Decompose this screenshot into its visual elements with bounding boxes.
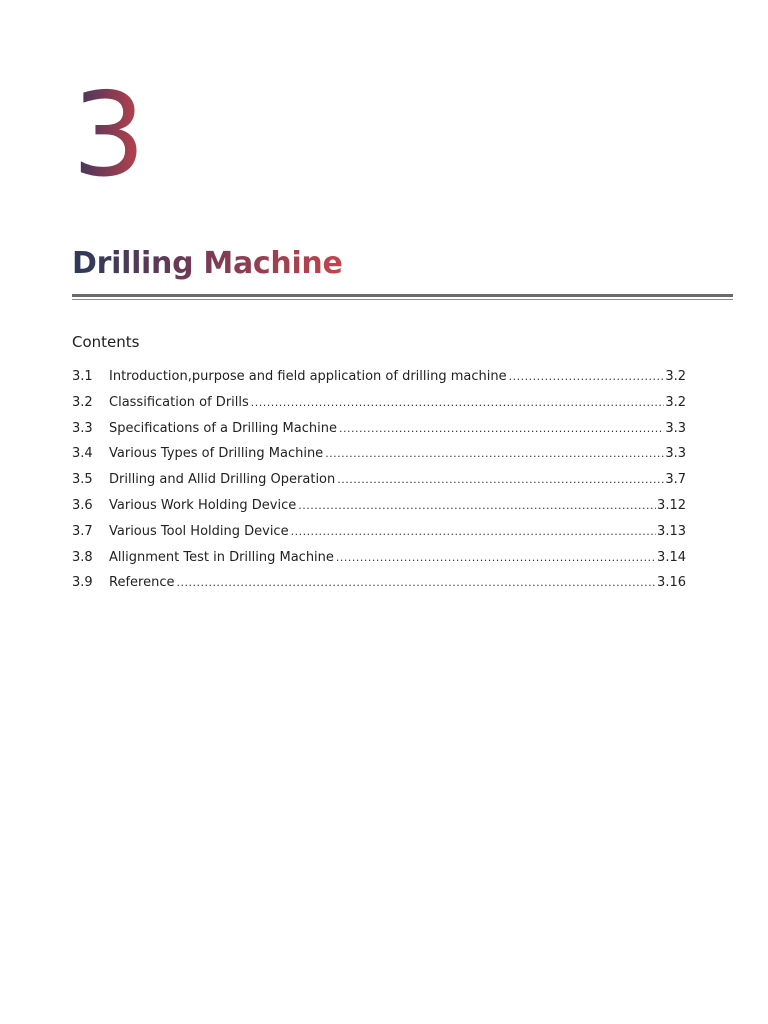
- toc-entry-page: 3.2: [665, 369, 686, 384]
- toc-entry[interactable]: [72, 472, 686, 498]
- toc-entry[interactable]: [72, 446, 686, 472]
- toc-leader-dots: [336, 551, 656, 564]
- toc-entry[interactable]: [72, 575, 686, 601]
- toc-entry-number: 3.5: [72, 472, 93, 488]
- toc-entry-number: 3.7: [72, 523, 93, 539]
- toc-entry-page: 3.16: [657, 575, 686, 591]
- toc-entry[interactable]: [72, 369, 686, 395]
- toc-entry-title: Reference: [109, 575, 175, 591]
- toc-entry-number: 3.4: [72, 446, 93, 462]
- toc-leader-dots: [251, 396, 665, 409]
- toc-entry-number: 3.2: [72, 394, 93, 410]
- toc-entry-page: 3.13: [657, 523, 686, 539]
- toc-entry-page: 3.14: [657, 549, 686, 565]
- toc-entry-title: Allignment Test in Drilling Machine: [109, 549, 334, 565]
- toc-entry-number: 3.9: [72, 575, 93, 591]
- toc-entry-title: Introduction,purpose and field application of drilling machine: [109, 369, 507, 384]
- title-divider: [72, 294, 733, 297]
- toc-entry[interactable]: [72, 395, 686, 421]
- toc-entry[interactable]: [72, 524, 686, 550]
- toc-leader-dots: [509, 370, 665, 383]
- toc-entry-title: Specifications of a Drilling Machine: [109, 420, 337, 436]
- toc-leader-dots: [298, 499, 656, 512]
- toc-entry-number: 3.3: [72, 420, 93, 436]
- toc-entry-page: 3.3: [665, 446, 686, 462]
- chapter-number: 3: [72, 68, 146, 203]
- contents-heading: Contents: [72, 333, 140, 351]
- toc-leader-dots: [339, 422, 664, 435]
- toc-entry[interactable]: [72, 421, 686, 447]
- toc-leader-dots: [176, 576, 656, 589]
- toc-entry-page: 3.7: [665, 472, 686, 488]
- toc-entry-title: Drilling and Allid Drilling Operation: [109, 472, 336, 488]
- table-of-contents: [72, 369, 686, 601]
- toc-entry[interactable]: [72, 550, 686, 576]
- toc-leader-dots: [337, 473, 664, 486]
- toc-entry-page: 3.12: [657, 497, 686, 513]
- toc-entry-title: Various Types of Drilling Machine: [109, 446, 324, 462]
- toc-entry-page: 3.2: [665, 394, 686, 410]
- toc-leader-dots: [291, 525, 656, 538]
- chapter-title: Drilling Machine: [72, 246, 343, 281]
- toc-entry-number: 3.6: [72, 497, 93, 513]
- toc-entry-number: 3.1: [72, 369, 93, 384]
- toc-leader-dots: [325, 447, 664, 460]
- toc-entry-number: 3.8: [72, 549, 93, 565]
- toc-entry-title: Classification of Drills: [109, 394, 249, 410]
- toc-entry-title: Various Tool Holding Device: [109, 523, 289, 539]
- toc-entry[interactable]: [72, 498, 686, 524]
- toc-entry-page: 3.3: [665, 420, 686, 436]
- toc-entry-title: Various Work Holding Device: [109, 497, 297, 513]
